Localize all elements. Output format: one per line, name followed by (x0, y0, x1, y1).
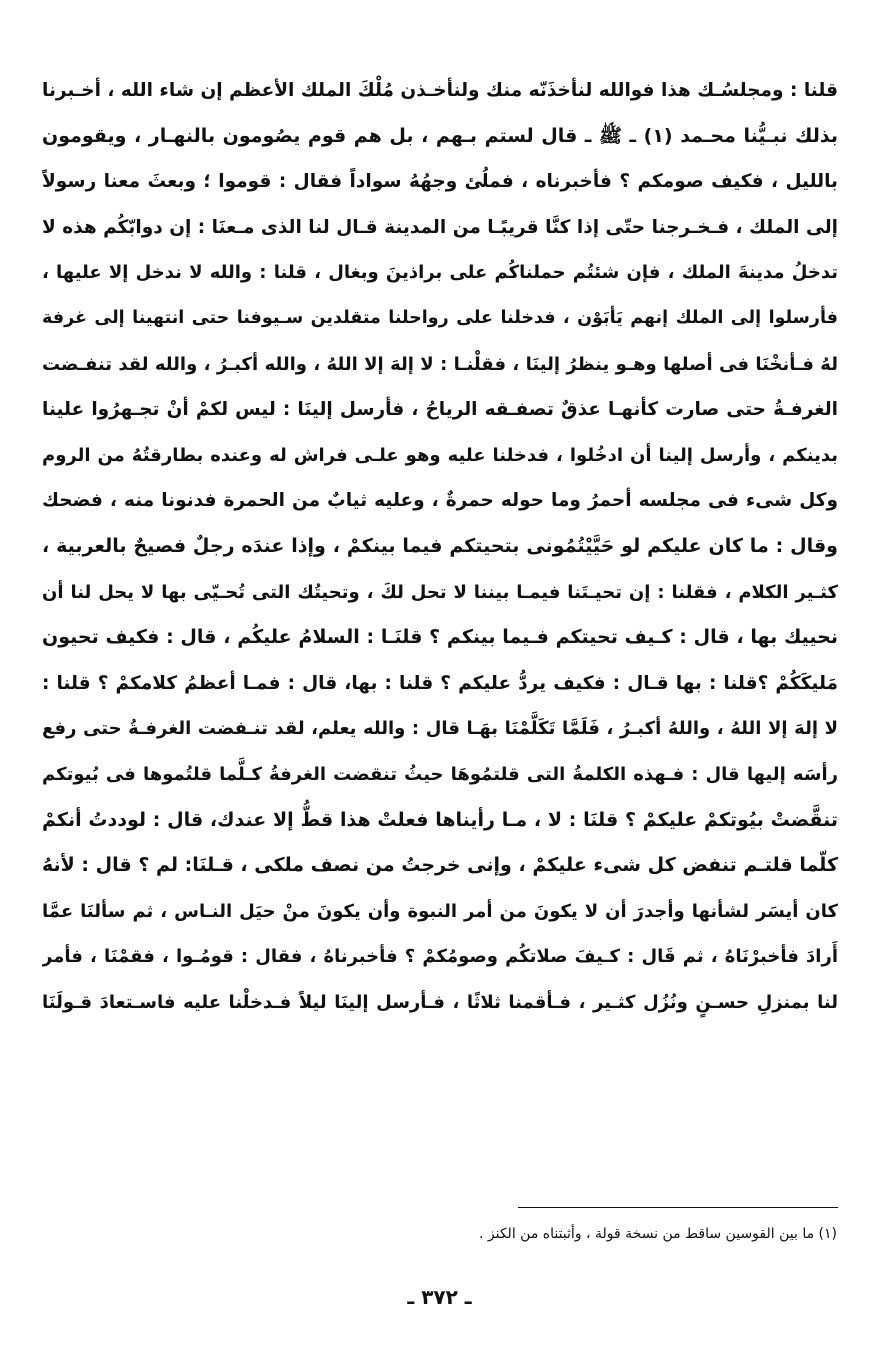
main-text-block (42, 68, 838, 1025)
text-line: بذلك نبـيُّنا محـمد (١) ـ ﷺ ـ قال لستم بـهم ، بل هم قوم يصُومون بالنهـار ، ويقومون (42, 124, 838, 147)
text-line: نحييك بها ، قال : كـيف تحيتكم فـيما بينكم ؟ قلنَـا : السلامُ عليكُم ، قال : فكيف تحيون (42, 626, 838, 649)
text-line: قلنا : ومجلسُـك هذا فوالله لنأخذَنّه منك ولنأخـذن مُلْكَ الملك الأعظم إن شاء الله ، أخـبرنا (42, 80, 838, 101)
text-line: كلّما قلتـم تنفض كل شىء عليكمْ ، وإنى خرجتُ من نصف ملكى ، قـلنَا: لم ؟ قال : لأنهُ (42, 854, 838, 877)
text-line: أَرادَ فأخبرْنَاهُ ، ثم قَال : كـيفَ صلاتكُم وصومُكمْ ؟ فأخبرناهُ ، فقال : قومُـوا ، فقمْنَا ، فأمر (42, 946, 838, 968)
text-line: بدينكم ، وأرسل إلينا أن ادخُلوا ، فدخلنا عليه وهو علـى فراش له وعنده بطارقتُهُ من الروم (42, 444, 838, 466)
text-line: لا إلهَ إلا اللهُ ، واللهُ أكبـرُ ، فَلَمَّا تَكَلَّمْنَا بهَـا قال : والله يعلم، لقد تنـفضت الغرفـةُ حتى رفع (42, 718, 838, 740)
page-number: ـ ٣٧٢ ـ (407, 1285, 472, 1309)
text-line: مَليكَكُمْ ؟قلنا : بها قـال : فكيف يردُّ عليكم ؟ قلنا : بها، قال : فمـا أعظمُ كلامكمْ ؟ قلنا : (42, 672, 838, 694)
text-line: رأسَه إليها قال : فـهذه الكلمةُ التى قلتمُوهَا حيثُ تنقضت الغرفةُ كـلَّما قلتُموها فى بُيوتكم (42, 763, 838, 785)
text-line: كان أيسَر لشأنها وأجدرَ أن لا يكونَ من أمر النبوة وأن يكونَ منْ حيَل النـاس ، ثم سألنَا عمَّا (42, 900, 838, 922)
text-line: إلى الملك ، فـخـرجنا حتّى إذا كنَّا قريبًـا من المدينة قـال لنا الذى مـعنَا : إن دوابّكُم هذه لا (42, 216, 838, 238)
text-line: كثـير الكلام ، فقلنا : إن تحيـتَنا فيمـا بيننا لا تحل لكَ ، وتحيتُك التى تُحـيّى بها لا يحل لنا أن (42, 581, 838, 603)
text-line: تدخلُ مدينةَ الملك ، فإن شئتُم حملناكُم على براذينَ وبغال ، قلنا : والله لا ندخل إلا عليها ، (42, 262, 838, 284)
text-line: الغرفـةُ حتى صارت كأنهـا عذقٌ تصفـقه الرياحُ ، فأرسل إلينَا : ليس لكمْ أنْ تجـهرُوا علينا (42, 399, 838, 421)
footnote: (١) ما بين القوسين ساقط من نسخة قولة ، وأثبتناه من الكنز . (478, 1226, 837, 1242)
text-line: وكل شىء فى مجلسه أحمرُ وما حوله حمرةٌ ، وعليه ثيابٌ من الحمرة فدنونا منه ، فضحك (42, 490, 838, 512)
text-line: تنقَّضتْ بيُوتكمْ عليكمْ ؟ قلنَا : لا ، مـا رأيناها فعلتْ هذا قطُّ إلا عندك، قال : لوددتُ أنكمْ (42, 808, 838, 831)
text-line: وقال : ما كان عليكم لو حَيَّيْتُمُونى بتحيتكم فيما بينكمْ ، وإذا عندَه رجلٌ فصيحٌ بالعربية ، (42, 534, 838, 557)
text-line: فأرسلوا إلى الملك إنهم يَأبَوْن ، فدخلنا على رواحلنا متقلدين سـيوفنا حتى انتهينا إلى غرفة (42, 307, 838, 328)
text-line: لنا بمنزلِ حسـنٍ ونُزُل كثـير ، فـأقمنا ثلاثًا ، فـأرسل إلينَا ليلاً فـدخلْنا عليه فاسـتعادَ قـولَنَا (42, 991, 838, 1013)
footnote-divider (518, 1207, 838, 1208)
text-line: لهُ فـأنخْنَا فى أصلها وهـو ينظرُ إلينَا ، فقلْنـا : لا إلهَ إلا اللهُ ، والله أكبـرُ ، والله لقد تنفـضت (42, 353, 838, 375)
text-line: بالليل ، فكيف صومكم ؟ فأخبرناه ، فملُئ وجهُهُ سواداً فقال : قوموا ؛ وبعثَ معنا رسولاً (42, 171, 838, 193)
